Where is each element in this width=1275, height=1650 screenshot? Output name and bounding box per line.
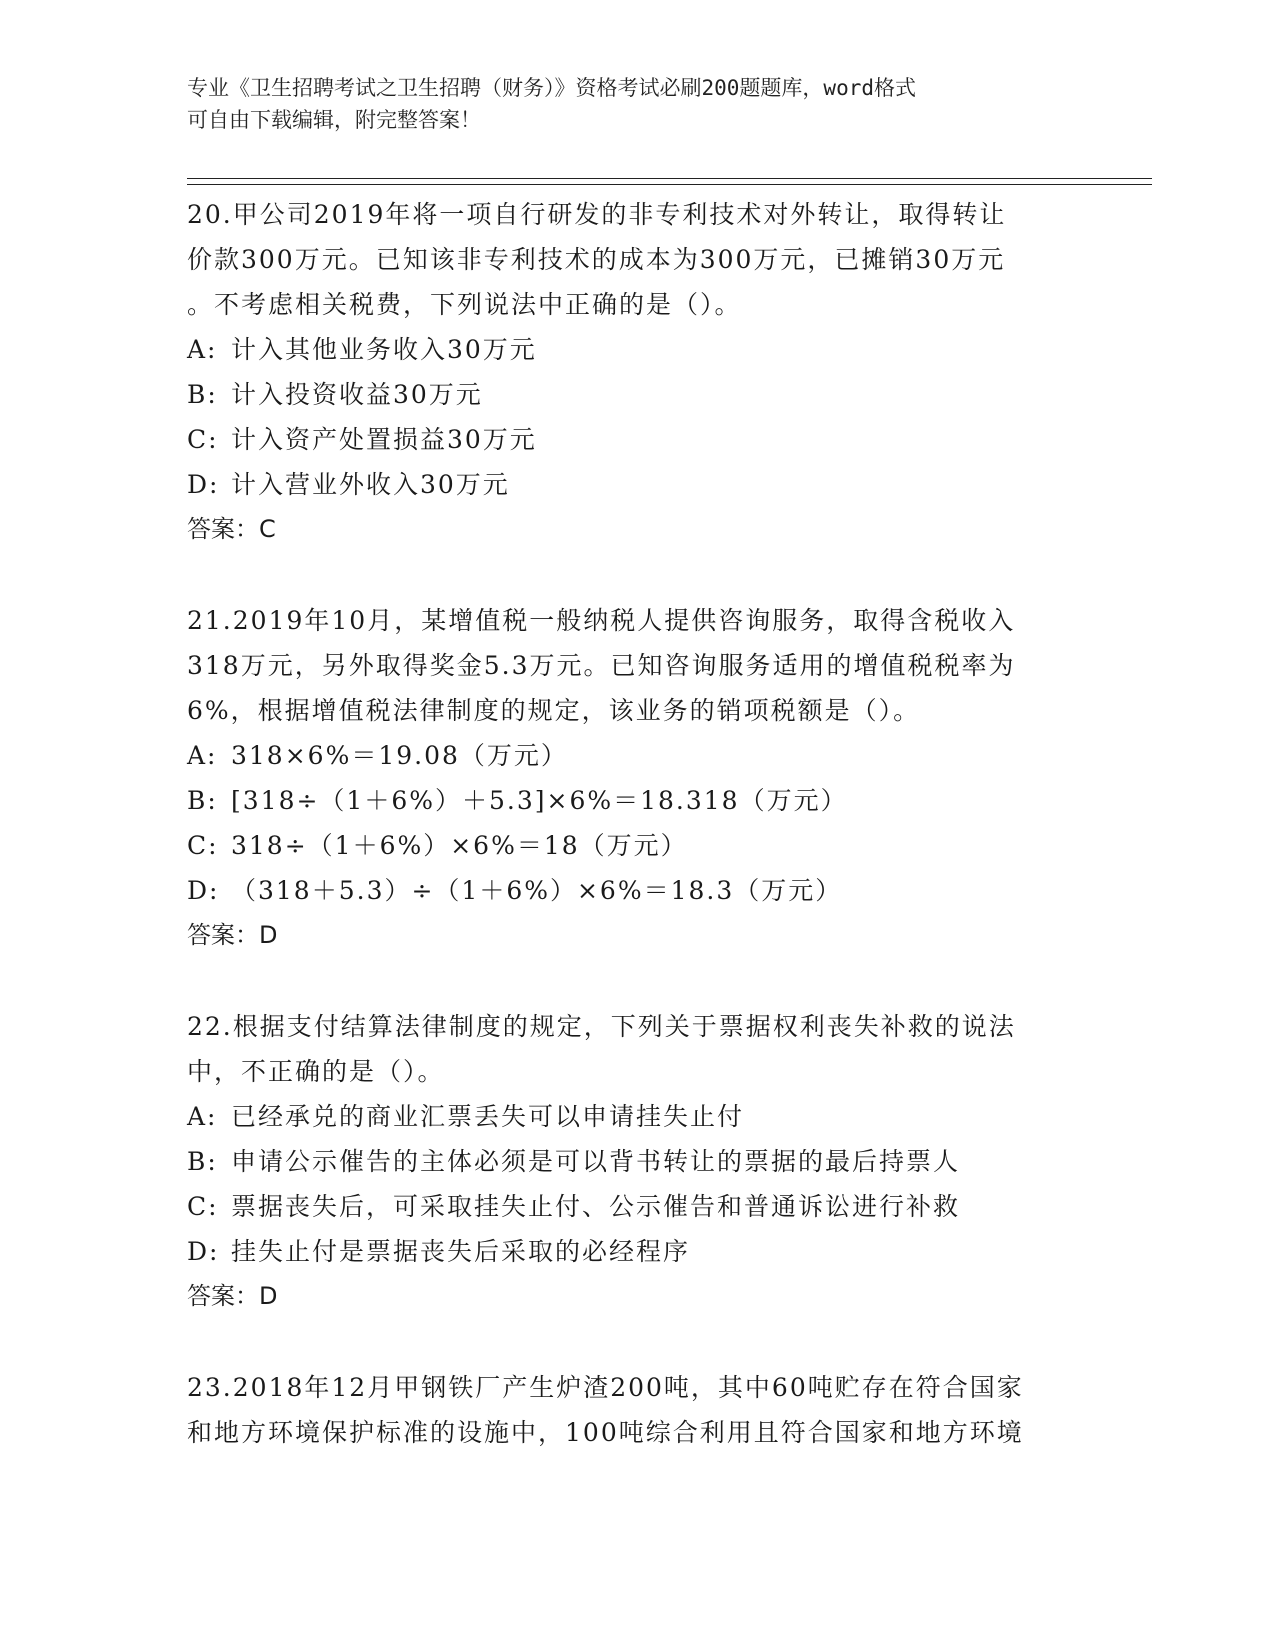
question-stem-line: 20.甲公司2019年将一项自行研发的非专利技术对外转让，取得转让: [187, 200, 1007, 229]
question-20: [187, 192, 1087, 552]
answer-line: 答案：D: [187, 921, 278, 949]
question-spacer: [187, 552, 1087, 598]
option-c: [187, 417, 1087, 462]
option-text: 已经承兑的商业汇票丢失可以申请挂失止付: [231, 1102, 745, 1131]
question-spacer: [187, 1319, 1087, 1365]
question-stem-line: 21.2019年10月，某增值税一般纳税人提供咨询服务，取得含税收入: [187, 606, 1016, 635]
question-stem-line: 中，不正确的是（）。: [187, 1057, 445, 1086]
question-stem-line: 23.2018年12月甲钢铁厂产生炉渣200吨，其中60吨贮存在符合国家: [187, 1373, 1024, 1402]
option-letter: A:: [187, 741, 218, 770]
option-text: 计入投资收益30万元: [231, 380, 483, 409]
option-letter: C:: [187, 1192, 219, 1221]
option-letter: C:: [187, 831, 219, 860]
option-letter: A:: [187, 335, 218, 364]
option-letter: C:: [187, 425, 219, 454]
question-stem-line: 。不考虑相关税费，下列说法中正确的是（）。: [187, 290, 742, 319]
question-23: [187, 1365, 1087, 1455]
question-stem-line: 318万元，另外取得奖金5.3万元。已知咨询服务适用的增值税税率为: [187, 651, 1016, 680]
option-text: （318＋5.3）÷（1＋6%）×6%＝18.3（万元）: [231, 876, 843, 905]
question-list: [187, 192, 1087, 1455]
option-text: 挂失止付是票据丧失后采取的必经程序: [231, 1237, 691, 1266]
question-spacer: [187, 958, 1087, 1004]
option-letter: A:: [187, 1102, 218, 1131]
header-line-2: 可自由下载编辑，附完整答案！: [187, 108, 481, 132]
option-d: [187, 462, 1087, 507]
option-text: 318÷（1＋6%）×6%＝18（万元）: [231, 831, 688, 860]
option-text: 票据丧失后，可采取挂失止付、公示催告和普通诉讼进行补救: [231, 1192, 961, 1221]
option-letter: D:: [187, 470, 220, 499]
option-b: [187, 372, 1087, 417]
question-stem-line: 价款300万元。已知该非专利技术的成本为300万元，已摊销30万元: [187, 245, 1006, 274]
option-text: [318÷（1＋6%）＋5.3]×6%＝18.318（万元）: [231, 786, 848, 815]
answer-line: 答案：C: [187, 515, 276, 543]
document-header: [187, 72, 1067, 136]
option-d: [187, 1229, 1087, 1274]
question-stem-line: 和地方环境保护标准的设施中，100吨综合利用且符合国家和地方环境: [187, 1418, 1024, 1447]
option-c: [187, 1184, 1087, 1229]
question-22: [187, 1004, 1087, 1319]
option-letter: D:: [187, 1237, 220, 1266]
answer-line: 答案：D: [187, 1282, 278, 1310]
option-d: [187, 868, 1087, 913]
question-stem-line: 6%，根据增值税法律制度的规定，该业务的销项税额是（）。: [187, 696, 921, 725]
option-letter: B:: [187, 786, 218, 815]
question-21: [187, 598, 1087, 958]
option-text: 申请公示催告的主体必须是可以背书转让的票据的最后持票人: [231, 1147, 961, 1176]
option-a: [187, 733, 1087, 778]
option-letter: B:: [187, 380, 218, 409]
option-text: 计入营业外收入30万元: [231, 470, 510, 499]
option-a: [187, 327, 1087, 372]
option-letter: B:: [187, 1147, 218, 1176]
question-stem-line: 22.根据支付结算法律制度的规定，下列关于票据权利丧失补救的说法: [187, 1012, 1016, 1041]
option-b: [187, 1139, 1087, 1184]
option-b: [187, 778, 1087, 823]
option-text: 计入资产处置损益30万元: [231, 425, 537, 454]
header-line-1: 专业《卫生招聘考试之卫生招聘（财务）》资格考试必刷200题题库，word格式: [187, 76, 916, 100]
option-text: 计入其他业务收入30万元: [231, 335, 537, 364]
header-divider: [187, 178, 1152, 185]
option-c: [187, 823, 1087, 868]
option-a: [187, 1094, 1087, 1139]
option-text: 318×6%＝19.08（万元）: [231, 741, 568, 770]
option-letter: D:: [187, 876, 220, 905]
